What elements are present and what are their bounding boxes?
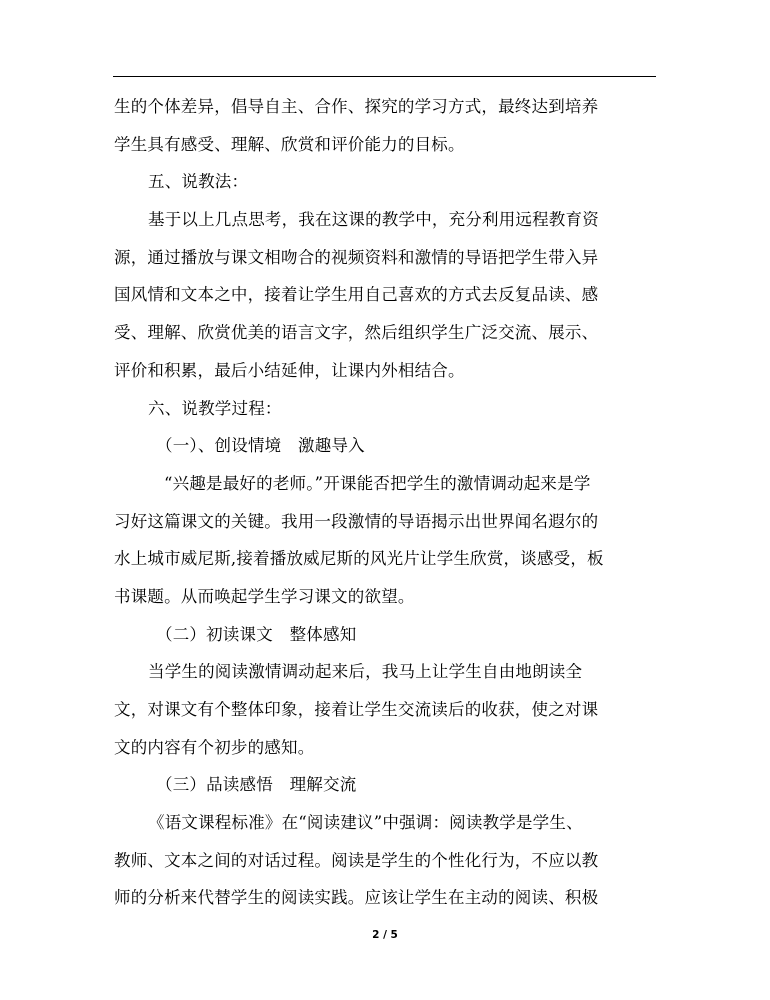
- paragraph-line: 教师、文本之间的对话过程。阅读是学生的个性化行为，不应以教: [114, 850, 599, 870]
- document-body: [114, 88, 659, 917]
- paragraph-line: 学生具有感受、理解、欣赏和评价能力的目标。: [114, 134, 465, 154]
- page-number: 2 / 5: [372, 929, 398, 941]
- paragraph-line: 基于以上几点思考，我在这课的教学中，充分利用远程教育资: [148, 210, 599, 230]
- section-heading: 六、说教学过程：: [148, 398, 282, 418]
- subsection-heading: （三）品读感悟 理解交流: [156, 775, 357, 795]
- paragraph-line: “兴趣是最好的老师。”开课能否把学生的激情调动起来是学: [164, 473, 591, 493]
- paragraph-line: 水上城市威尼斯,接着播放威尼斯的风光片让学生欣赏，谈感受，板: [114, 549, 604, 569]
- paragraph-line: 书课题。从而唤起学生学习课文的欲望。: [114, 586, 415, 606]
- paragraph-line: 受、理解、欣赏优美的语言文字，然后组织学生广泛交流、展示、: [114, 323, 599, 343]
- paragraph-line: 当学生的阅读激情调动起来后，我马上让学生自由地朗读全: [148, 662, 583, 682]
- paragraph-line: 习好这篇课文的关键。我用一段激情的导语揭示出世界闻名遐尔的: [114, 511, 599, 531]
- paragraph-line: 《语文课程标准》在“阅读建议”中强调：阅读教学是学生、: [148, 813, 583, 833]
- section-heading: 五、说教法：: [148, 172, 249, 192]
- paragraph-line: 国风情和文本之中，接着让学生用自己喜欢的方式去反复品读、感: [114, 285, 599, 305]
- paragraph-line: 文，对课文有个整体印象，接着让学生交流读后的收获，使之对课: [114, 700, 599, 719]
- subsection-heading: （二）初读课文 整体感知: [156, 624, 357, 644]
- paragraph-line: 评价和积累，最后小结延伸，让课内外相结合。: [114, 360, 465, 380]
- paragraph-line: 师的分析来代替学生的阅读实践。应该让学生在主动的阅读、积极: [114, 888, 599, 908]
- paragraph-line: 文的内容有个初步的感知。: [114, 737, 315, 757]
- paragraph-line: 源，通过播放与课文相吻合的视频资料和激情的导语把学生带入异: [114, 247, 599, 267]
- paragraph-line: 生的个体差异，倡导自主、合作、探究的学习方式，最终达到培养: [114, 97, 599, 116]
- header-rule: [113, 76, 656, 77]
- subsection-heading: （一）、创设情境 激趣导入: [156, 436, 365, 456]
